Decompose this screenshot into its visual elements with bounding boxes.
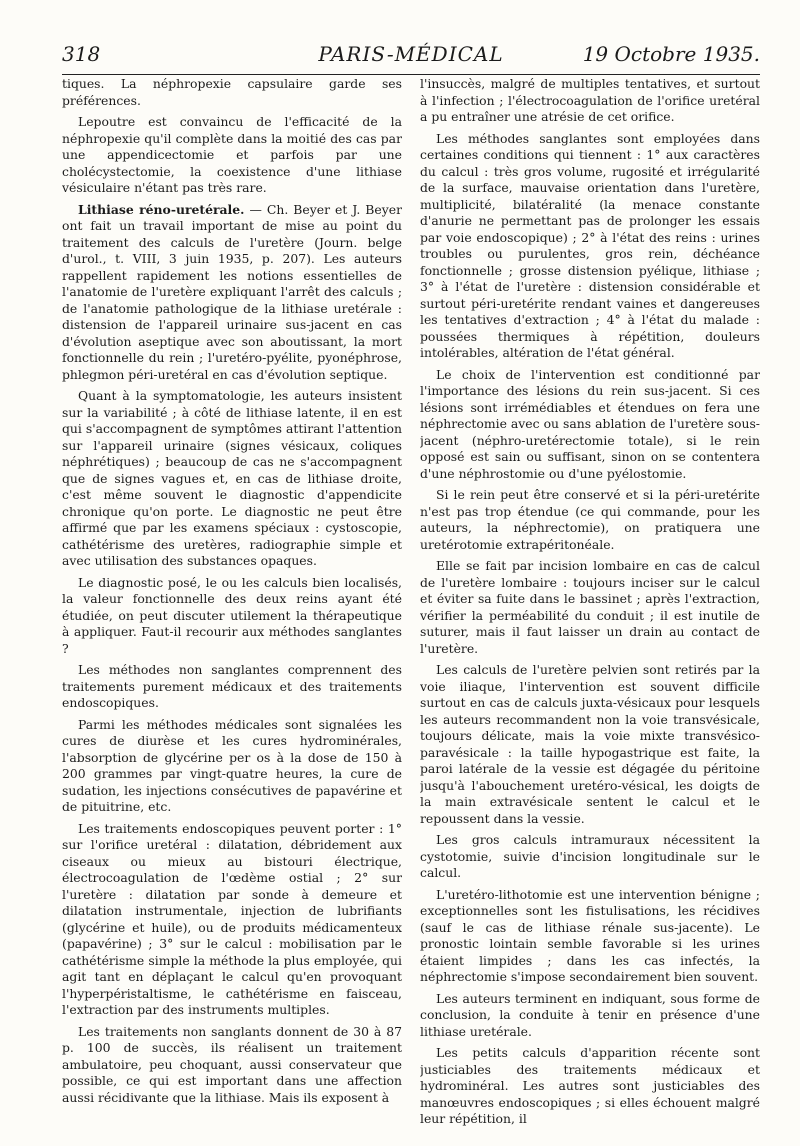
paragraph: Les petits calculs d'apparition récente sont justiciables des traitements médicaux et hydrominéral. Les autres sont justiciables des manœuvres endoscopiques ; si elles échouent malgré leur répétition, il bbox=[420, 1045, 760, 1126]
paragraph: Si le rein peut être conservé et si la péri-uretérite n'est pas trop étendue (ce qui commande, pour les auteurs, la néphrectomie), on pratiquera une uretérotomie extrapéritonéale. bbox=[420, 487, 760, 552]
paragraph: Lithiase réno-uretérale. — Ch. Beyer et J. Beyer ont fait un travail important de mise au point du traitement des calculs de l'uretère (Journ. belge d'urol., t. VIII, 3 juin 1935, p. 207). Les auteurs rappellent rapidement les notions essentielles de l'anatomie de l'uretère expliquant l'arrêt des calculs ; de l'anatomie pathologique de la lithiase uretérale : distension de l'appareil urinaire sus-jacent en cas d'évolution aseptique avec son aboutissant, la mort fonctionnelle du rein ; l'uretéro-pyélite, pyonéphrose, phlegmon péri-uretéral en cas d'évolution septique. bbox=[62, 201, 402, 382]
paragraph: Les méthodes sanglantes sont employées dans certaines conditions qui tiennent : 1° aux caractères du calcul : très gros volume, rugosité et irrégularité de la surface, mauvaise orientation dans l'uretère, multiplicité, bilatéralité (la menace constante d'anurie ne permettant pas de prolonger les essais par voie endoscopique) ; 2° à l'état des reins : urines troubles ou purulentes, gros rein, déchéance fonctionnelle ; grosse distension pyélique, lithiase ; 3° à l'état de l'uretère : distension considérable et surtout péri-uretérite rendant vaines et dangereuses les tentatives d'extraction ; 4° à l'état du malade : poussées thermiques à répétition, douleurs intolérables, altération de l'état général. bbox=[420, 130, 760, 360]
issue-date: 19 Octobre 1935. bbox=[582, 42, 760, 66]
article-body bbox=[62, 76, 760, 1136]
paragraph: tiques. La néphropexie capsulaire garde ses préférences. bbox=[62, 76, 402, 108]
paragraph: Quant à la symptomatologie, les auteurs insistent sur la variabilité ; à côté de lithiase latente, il en est qui s'accompagnent de symptômes attirant l'attention sur l'appareil urinaire (signes vésicaux, coliques néphrétiques) ; beaucoup de cas ne s'accompagnent que de signes vagues et, en cas de lithiase droite, c'est même souvent le diagnostic d'appendicite chronique qu'on porte. Le diagnostic ne peut être affirmé que par les examens spéciaux : cystoscopie, cathétérisme des uretères, radiographie simple et avec utilisation des substances opaques. bbox=[62, 388, 402, 568]
left-column bbox=[62, 76, 402, 1136]
paragraph: l'insuccès, malgré de multiples tentatives, et surtout à l'infection ; l'électrocoagulation de l'orifice uretéral a pu entraîner une atrésie de cet orifice. bbox=[420, 76, 760, 124]
paragraph: Lepoutre est convaincu de l'efficacité de la néphropexie qu'il complète dans la moitié des cas par une appendicectomie et parfois par une cholécystectomie, la coexistence d'une lithiase vésiculaire n'étant pas très rare. bbox=[62, 114, 402, 195]
page-number: 318 bbox=[62, 42, 101, 66]
paragraph: Le choix de l'intervention est conditionné par l'importance des lésions du rein sus-jacent. Si ces lésions sont irrémédiables et étendues on fera une néphrectomie avec ou sans ablation de l'uretère sous-jacent (néphro-uretérectomie totale), si le rein opposé est sain ou suffisant, sinon on se contentera d'une néphrostomie ou d'une pyélostomie. bbox=[420, 366, 760, 481]
paragraph: Les méthodes non sanglantes comprennent des traitements purement médicaux et des traitements endoscopiques. bbox=[62, 662, 402, 710]
paragraph: Les auteurs terminent en indiquant, sous forme de conclusion, la conduite à tenir en présence d'une lithiase uretérale. bbox=[420, 990, 760, 1039]
paragraph: Le diagnostic posé, le ou les calculs bien localisés, la valeur fonctionnelle des deux reins ayant été étudiée, on peut discuter utilement la thérapeutique à appliquer. Faut-il recourir aux méthodes sanglantes ? bbox=[62, 574, 402, 656]
paragraph: Les gros calculs intramuraux nécessitent la cystotomie, suivie d'incision longitudinale sur le calcul. bbox=[420, 832, 760, 880]
paragraph: Les traitements non sanglants donnent de 30 à 87 p. 100 de succès, ils réalisent un traitement ambulatoire, peu choquant, aussi conservateur que possible, ce qui est important dans une affection aussi récidivante que la lithiase. Mais ils exposent à bbox=[62, 1023, 402, 1105]
page-header bbox=[62, 38, 760, 75]
paragraph: L'uretéro-lithotomie est une intervention bénigne ; exceptionnelles sont les fistulisations, les récidives (sauf le cas de lithiase rénale sus-jacente). Le pronostic lointain semble favorable si les urines étaient limpides ; dans les cas infectés, la néphrectomie s'impose secondairement bien souvent. bbox=[420, 886, 760, 984]
paragraph: Les traitements endoscopiques peuvent porter : 1° sur l'orifice uretéral : dilatation, débridement aux ciseaux ou mieux au bistouri électrique, électrocoagulation de l'œdème ostial ; 2° sur l'uretère : dilatation par sonde à demeure et dilatation instrumentale, injection de lubrifiants (glycérine et huile), ou de produits médicamenteux (papavérine) ; 3° sur le calcul : mobilisation par le cathétérisme simple la méthode la plus employée, qui agit tant en déplaçant le calcul qu'en provoquant l'hyperpéristaltisme, le cathétérisme en faisceau, l'extraction par des instruments multiples. bbox=[62, 820, 402, 1017]
paragraph: Les calculs de l'uretère pelvien sont retirés par la voie iliaque, l'intervention est souvent difficile surtout en cas de calculs juxta-vésicaux pour lesquels les auteurs recommandent non la voie transvésicale, toujours délicate, mais la voie mixte transvésico-paravésicale : la taille hypogastrique est faite, la paroi latérale de la vessie est dégagée du péritoine jusqu'à l'abouchement uretéro-vésical, les doigts de la main extravésicale sentent le calcul et le repoussent dans la vessie. bbox=[420, 662, 760, 826]
journal-title: PARIS-MÉDICAL bbox=[318, 42, 504, 66]
paragraph: Elle se fait par incision lombaire en cas de calcul de l'uretère lombaire : toujours inciser sur le calcul et éviter sa fuite dans le bassinet ; après l'extraction, vérifier la perméabilité du conduit ; il est inutile de suturer, mais il faut laisser un drain au contact de l'uretère. bbox=[420, 558, 760, 656]
right-column bbox=[420, 76, 760, 1136]
section-title: Lithiase réno-uretérale. bbox=[78, 201, 245, 217]
paragraph: Parmi les méthodes médicales sont signalées les cures de diurèse et les cures hydrominérales, l'absorption de glycérine per os à la dose de 150 à 200 grammes par vingt-quatre heures, la cure de sudation, les injections consécutives de papavérine et de pituitrine, etc. bbox=[62, 716, 402, 814]
